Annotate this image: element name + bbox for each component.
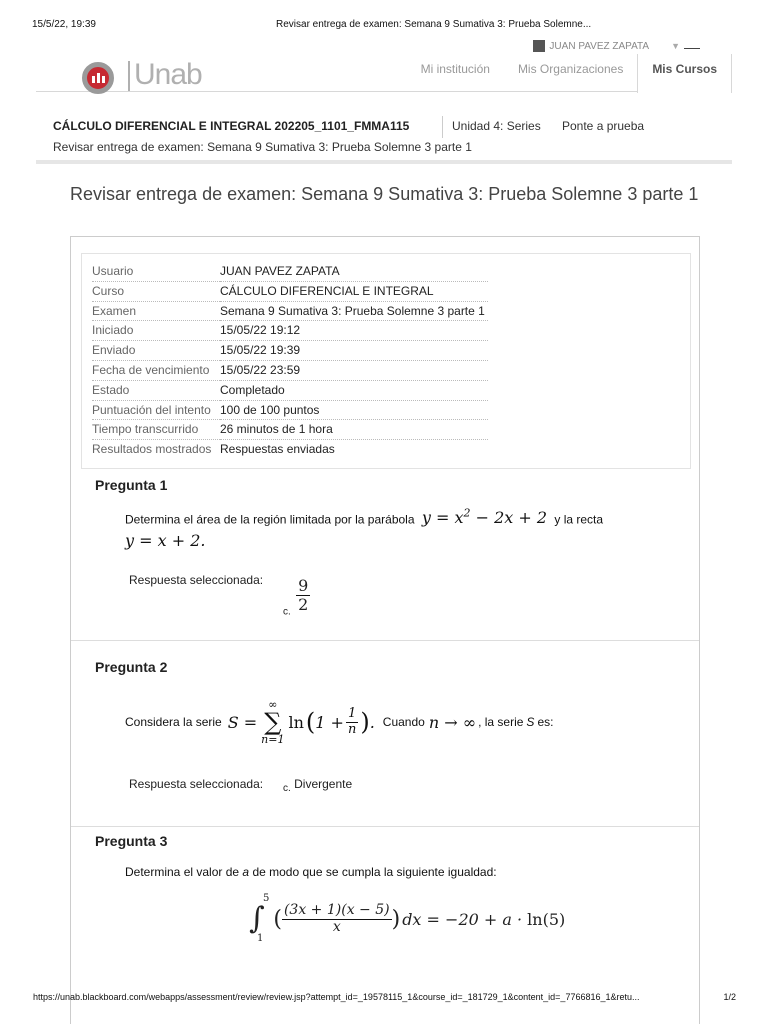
info-label: Enviado bbox=[92, 341, 220, 361]
course-divider bbox=[442, 116, 443, 138]
integral-formula: 5 ∫ 1 ( $\frac{(3x + 1)(x - 5)}{x}$ ) dx = −20 + a · ln(5) bbox=[249, 893, 566, 944]
question-title: Pregunta 2 bbox=[95, 659, 168, 675]
info-row bbox=[92, 321, 680, 341]
print-title: Revisar entrega de examen: Semana 9 Sumativa 3: Prueba Solemne... bbox=[276, 19, 592, 30]
unit-link[interactable]: Unidad 4: Series bbox=[452, 119, 541, 133]
chevron-down-icon[interactable]: ▼ bbox=[671, 41, 680, 51]
info-value: CÁLCULO DIFERENCIAL E INTEGRAL bbox=[220, 282, 488, 302]
question-variable: S bbox=[526, 715, 535, 729]
parabola-formula: $y = x^2 - 2x + 2$ bbox=[421, 507, 548, 528]
info-value: Semana 9 Sumativa 3: Prueba Solemne 3 parte 1 bbox=[220, 302, 488, 322]
nav-mis-organizaciones[interactable]: Mis Organizaciones bbox=[517, 62, 624, 76]
question-text bbox=[125, 507, 603, 550]
question-title: Pregunta 3 bbox=[95, 833, 168, 849]
info-value: Respuestas enviadas bbox=[220, 442, 335, 457]
info-row bbox=[92, 420, 680, 440]
info-value: 15/05/22 19:12 bbox=[220, 321, 488, 341]
question-text-before: Considera la serie bbox=[125, 715, 222, 729]
info-row bbox=[92, 361, 680, 381]
question-text-before: Determina el área de la región limitada por la parábola bbox=[125, 512, 415, 527]
info-row bbox=[92, 282, 680, 302]
question-2 bbox=[71, 641, 699, 827]
answer-value bbox=[283, 777, 352, 794]
answer-letter: c. bbox=[283, 783, 291, 794]
info-value: 26 minutos de 1 hora bbox=[220, 420, 488, 440]
info-label: Curso bbox=[92, 282, 220, 302]
line-formula: y = x + 2. bbox=[125, 531, 206, 551]
print-header bbox=[0, 0, 768, 30]
question-text-after: , la serie bbox=[478, 715, 524, 729]
question-text bbox=[125, 697, 553, 747]
question-text-middle: Cuando bbox=[382, 715, 425, 729]
user-name: JUAN PAVEZ ZAPATA bbox=[549, 40, 650, 52]
series-formula: S = ∞ ∑ n=1 ln ( 1 + $\frac{1}{n}$ ) . bbox=[227, 698, 375, 746]
info-row bbox=[92, 262, 680, 282]
question-text-after: de modo que se cumpla la siguiente igualdad: bbox=[252, 865, 497, 879]
info-row bbox=[92, 401, 680, 421]
question-text bbox=[125, 865, 497, 879]
answer-label: Respuesta seleccionada: bbox=[129, 573, 264, 587]
info-label: Tiempo transcurrido bbox=[92, 420, 220, 440]
course-name-link[interactable]: CÁLCULO DIFERENCIAL E INTEGRAL 202205_1101_FMMA115 bbox=[53, 119, 410, 133]
info-value: 15/05/22 23:59 bbox=[220, 361, 488, 381]
answer-text: Divergente bbox=[294, 777, 353, 791]
brand-logo-text[interactable] bbox=[128, 58, 202, 92]
question-text-middle: y la recta bbox=[554, 512, 604, 527]
info-value: JUAN PAVEZ ZAPATA bbox=[220, 262, 488, 282]
question-title: Pregunta 1 bbox=[95, 477, 168, 493]
limit-formula: n → ∞ bbox=[428, 712, 477, 732]
print-footer bbox=[0, 990, 768, 1010]
attempt-info-panel bbox=[81, 253, 691, 469]
question-variable: a bbox=[242, 865, 250, 879]
answer-label: Respuesta seleccionada: bbox=[129, 777, 264, 791]
info-row bbox=[92, 341, 680, 361]
menu-line-icon bbox=[684, 43, 700, 49]
user-avatar-icon bbox=[533, 40, 545, 52]
info-value: 15/05/22 19:39 bbox=[220, 341, 488, 361]
info-value: 100 de 100 puntos bbox=[220, 401, 488, 421]
nav-mis-cursos[interactable]: Mis Cursos bbox=[637, 54, 732, 93]
answer-value bbox=[283, 577, 310, 617]
print-url: https://unab.blackboard.com/webapps/assessment/review/review.jsp?attempt_id=_19578115_1&course_id=_181729_1&content_id=_7766816_1&retu... bbox=[33, 992, 640, 1002]
info-label: Examen bbox=[92, 302, 220, 322]
info-label: Puntuación del intento bbox=[92, 401, 220, 421]
course-bar bbox=[36, 108, 732, 164]
answer-numerator: 9 bbox=[298, 576, 309, 595]
print-page-number: 1/2 bbox=[723, 992, 736, 1002]
info-value: Completado bbox=[220, 381, 488, 401]
review-content bbox=[70, 236, 700, 1024]
info-label: Resultados mostrados bbox=[92, 442, 212, 457]
info-row bbox=[92, 381, 680, 401]
top-navigation-bar bbox=[36, 36, 732, 92]
question-text-end: es: bbox=[537, 715, 554, 729]
page-title: Revisar entrega de examen: Semana 9 Sumativa 3: Prueba Solemne 3 parte 1 bbox=[70, 184, 699, 204]
info-row bbox=[92, 440, 680, 460]
user-menu[interactable] bbox=[533, 40, 700, 52]
brand-name: Unab bbox=[134, 58, 202, 91]
answer-letter: c. bbox=[283, 606, 291, 618]
answer-fraction bbox=[296, 577, 310, 613]
info-label: Usuario bbox=[92, 262, 220, 282]
info-label: Fecha de vencimiento bbox=[92, 361, 220, 381]
ponte-a-prueba-link[interactable]: Ponte a prueba bbox=[562, 119, 645, 133]
main-nav bbox=[407, 54, 732, 92]
unab-logo-icon[interactable] bbox=[82, 62, 114, 94]
answer-denominator: 2 bbox=[298, 594, 309, 614]
nav-mi-institucion[interactable]: Mi institución bbox=[420, 62, 490, 76]
question-text-before: Determina el valor de bbox=[125, 865, 240, 879]
question-1 bbox=[71, 469, 699, 641]
print-datetime: 15/5/22, 19:39 bbox=[32, 19, 96, 30]
info-label: Iniciado bbox=[92, 321, 220, 341]
info-row bbox=[92, 302, 680, 322]
info-label: Estado bbox=[92, 381, 220, 401]
breadcrumb: Revisar entrega de examen: Semana 9 Sumativa 3: Prueba Solemne 3 parte 1 bbox=[53, 140, 472, 154]
